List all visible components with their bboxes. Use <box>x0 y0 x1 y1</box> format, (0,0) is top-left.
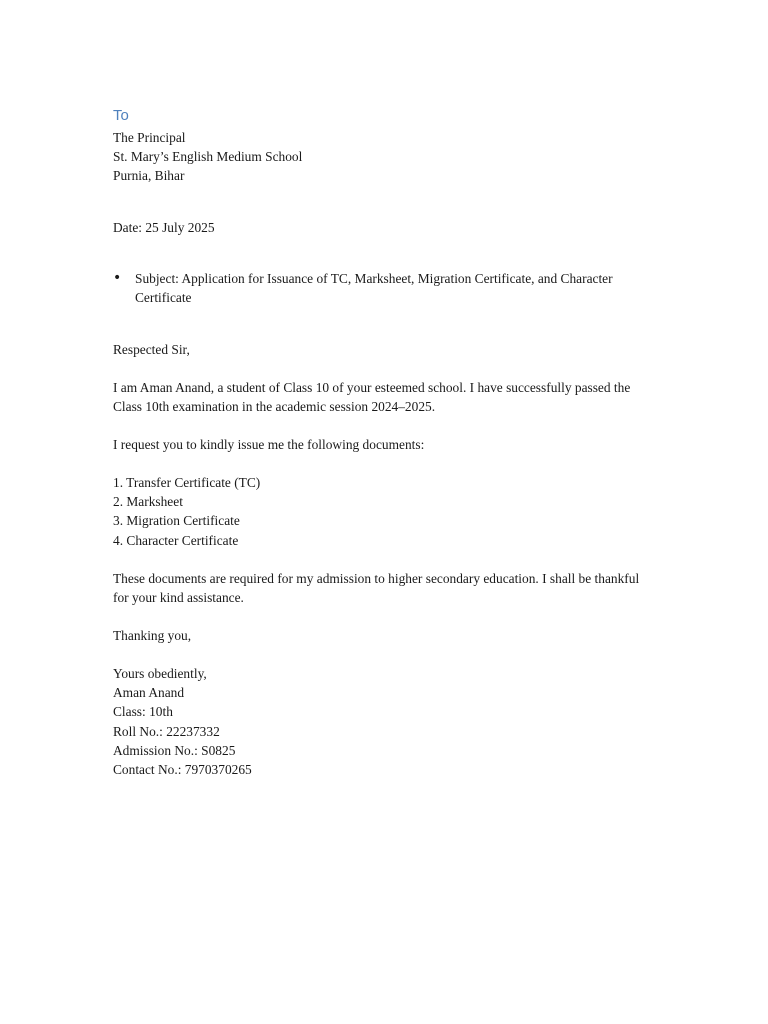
documents-list <box>113 473 658 550</box>
intro-paragraph <box>113 378 658 416</box>
signature-roll: Roll No.: 22237332 <box>113 723 220 739</box>
bullet-icon: • <box>113 270 122 286</box>
closing-text: Yours obediently, <box>113 666 207 681</box>
list-item: 4. Character Certificate <box>113 532 239 548</box>
request-text: I request you to kindly issue me the following documents: <box>113 437 425 452</box>
recipient-address <box>113 128 658 186</box>
signature-class: Class: 10th <box>113 704 173 720</box>
recipient-line-1: The Principal <box>113 130 186 145</box>
signature-contact: Contact No.: 7970370265 <box>113 762 252 778</box>
signature-name: Aman Anand <box>113 685 185 701</box>
list-item: 3. Migration Certificate <box>113 513 240 529</box>
purpose-paragraph <box>113 569 658 607</box>
date-line <box>113 218 658 237</box>
subject-text: Subject: Application for Issuance of TC, Marksheet, Migration Certificate, and Character Certificate <box>135 271 613 306</box>
salutation <box>113 340 658 359</box>
to-heading: To <box>113 107 129 124</box>
date-text: Date: 25 July 2025 <box>113 220 215 235</box>
list-item: 1. Transfer Certificate (TC) <box>113 475 261 490</box>
signature-admission: Admission No.: S0825 <box>113 742 236 758</box>
salutation-text: Respected Sir, <box>113 342 190 357</box>
signature-block <box>113 664 658 779</box>
intro-text: I am Aman Anand, a student of Class 10 of your esteemed school. I have successfully passed the Class 10th examination in the academic session 2024–2025. <box>113 380 631 415</box>
recipient-line-3: Purnia, Bihar <box>113 168 185 184</box>
list-item: 2. Marksheet <box>113 494 183 510</box>
thanks-text: Thanking you, <box>113 628 192 643</box>
thanks-line <box>113 626 658 645</box>
purpose-text: These documents are required for my admission to higher secondary education. I shall be thankful for your kind assistance. <box>113 571 640 606</box>
request-paragraph <box>113 435 658 454</box>
recipient-line-2: St. Mary’s English Medium School <box>113 149 303 165</box>
